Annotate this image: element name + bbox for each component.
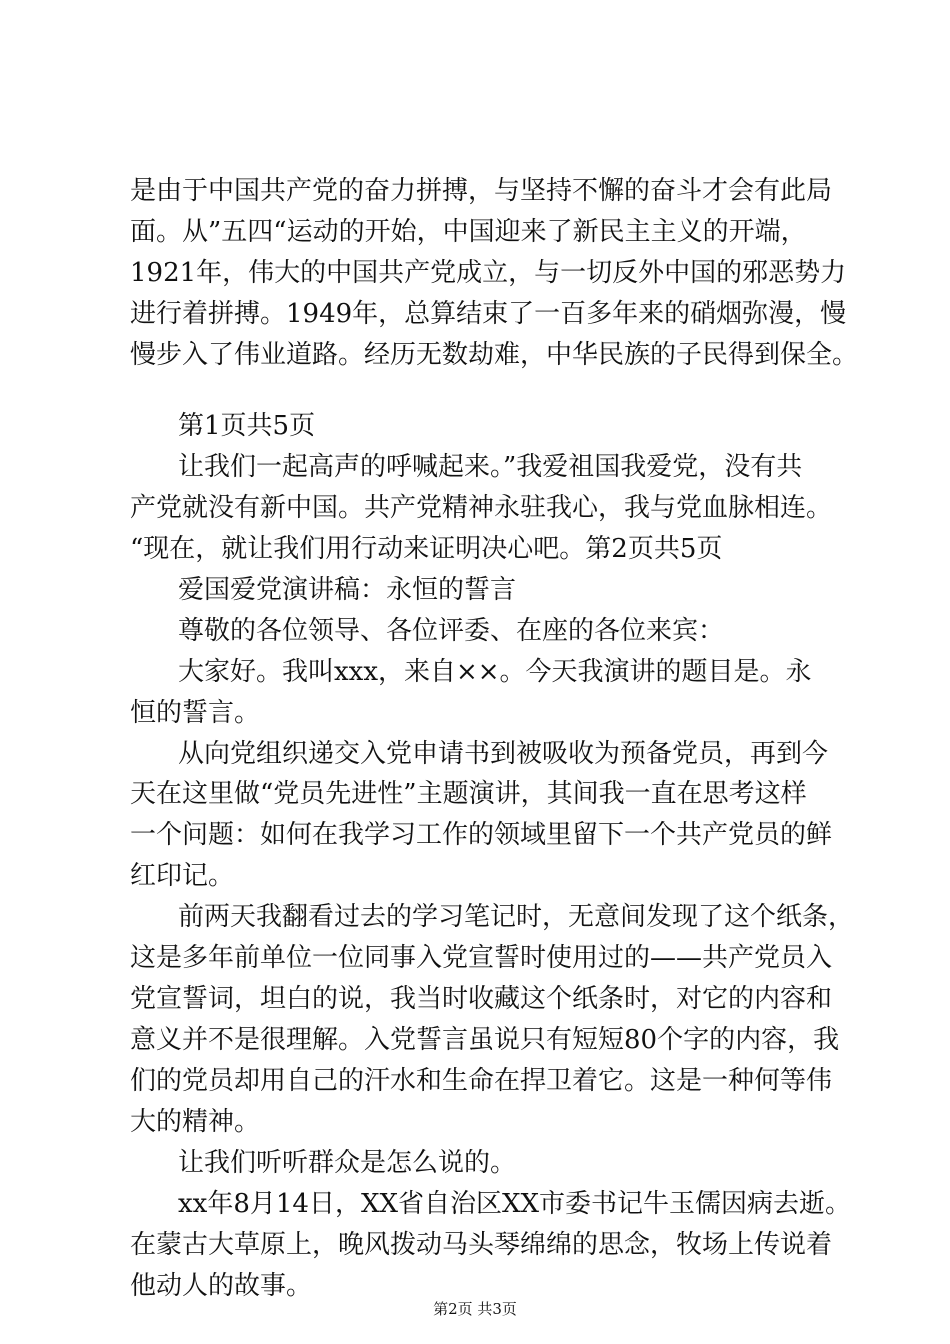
text-line: 进行着拼搏。1949年，总算结束了一百多年来的硝烟弥漫，慢 — [130, 299, 847, 329]
text-line: 面。从”五四“运动的开始，中国迎来了新民主主义的开端， — [130, 217, 807, 247]
text-line: 天在这里做“党员先进性”主题演讲，其间我一直在思考这样 — [130, 779, 807, 809]
text-line: 从向党组织递交入党申请书到被吸收为预备党员，再到今 — [178, 739, 829, 769]
text-line: 他动人的故事。 — [130, 1271, 313, 1301]
text-line: 产党就没有新中国。共产党精神永驻我心，我与党血脉相连。 — [130, 493, 833, 523]
heading-line: 爱国爱党演讲稿：永恒的誓言 — [178, 575, 517, 605]
text-line: 大的精神。 — [130, 1107, 261, 1137]
text-line: 一个问题：如何在我学习工作的领域里留下一个共产党员的鲜 — [130, 820, 833, 850]
text-line: 们的党员却用自己的汗水和生命在捍卫着它。这是一种何等伟 — [130, 1066, 833, 1096]
text-line: xx年8月14日，XX省自治区XX市委书记牛玉儒因病去逝。 — [178, 1189, 851, 1219]
text-line: 恒的誓言。 — [130, 698, 261, 728]
text-line: 让我们一起高声的呼喊起来。”我爱祖国我爱党，没有共 — [178, 452, 803, 482]
text-line: 1921年，伟大的中国共产党成立，与一切反外中国的邪恶势力 — [130, 258, 847, 288]
text-line: 让我们听听群众是怎么说的。 — [178, 1148, 517, 1178]
text-line: 党宣誓词，坦白的说，我当时收藏这个纸条时，对它的内容和 — [130, 984, 833, 1014]
text-line: 红印记。 — [130, 861, 235, 891]
text-line: 这是多年前单位一位同事入党宣誓时使用过的——共产党员入 — [130, 943, 833, 973]
text-line: “现在，就让我们用行动来证明决心吧。第2页共5页 — [130, 534, 723, 564]
page-footer: 第2页 共3页 — [433, 1300, 517, 1318]
text-line: 慢步入了伟业道路。经历无数劫难，中华民族的子民得到保全。 — [130, 340, 859, 370]
text-line: 大家好。我叫xxx，来自××。今天我演讲的题目是。永 — [178, 657, 812, 687]
text-line: 意义并不是很理解。入党誓言虽说只有短短80个字的内容，我 — [130, 1025, 840, 1055]
text-line: 前两天我翻看过去的学习笔记时，无意间发现了这个纸条， — [178, 902, 855, 932]
page-marker-line: 第1页共5页 — [178, 411, 316, 441]
text-line: 尊敬的各位领导、各位评委、在座的各位来宾： — [178, 616, 725, 646]
text-line: 是由于中国共产党的奋力拼搏，与坚持不懈的奋斗才会有此局 — [130, 176, 833, 206]
text-line: 在蒙古大草原上，晚风拨动马头琴绵绵的思念，牧场上传说着 — [130, 1230, 833, 1260]
